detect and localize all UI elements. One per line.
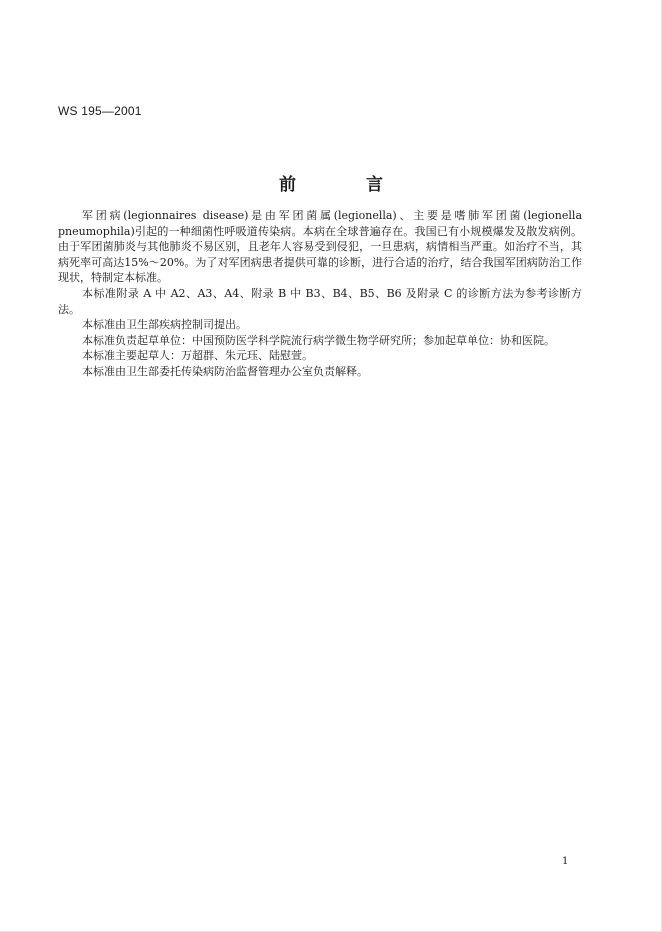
paragraph-proposer: 本标准由卫生部疾病控制司提出。 (82, 318, 247, 332)
standard-code: WS 195—2001 (58, 104, 142, 118)
paragraph-intro: 军团病(legionnaires disease)是由军团菌属(legionella)、主要是嗜肺军团菌(legionella pneumophila)引起的一种细菌性呼吸道传染病。本病在全球普遍存在。我国已有小规模爆发及散发病例。由于军团菌肺炎与其他肺炎不易区别，且老年人容易受到侵犯，一旦患病，病情相当严重。如治疗不当，其病死率可高达15%～20%。为了对军团病患者提供可靠的诊断，进行合适的治疗，结合我国军团病防治工作现状，特制定本标准。 (58, 209, 582, 285)
page-number: 1 (562, 856, 569, 867)
paragraph-appendix-methods: 本标准附录 A 中 A2、A3、A4、附录 B 中 B3、B4、B5、B6 及附录 C 的诊断方法为参考诊断方法。 (58, 286, 582, 316)
foreword-body (58, 208, 582, 380)
paragraph-drafters: 本标准主要起草人：万超群、朱元珏、陆慰萱。 (82, 349, 313, 363)
paragraph-drafting-units: 本标准负责起草单位：中国预防医学科学院流行病学微生物学研究所；参加起草单位：协和医院。 (82, 333, 555, 347)
page-title: 前 言 (279, 175, 415, 195)
paragraph-interpretation: 本标准由卫生部委托传染病防治监督管理办公室负责解释。 (82, 364, 368, 378)
